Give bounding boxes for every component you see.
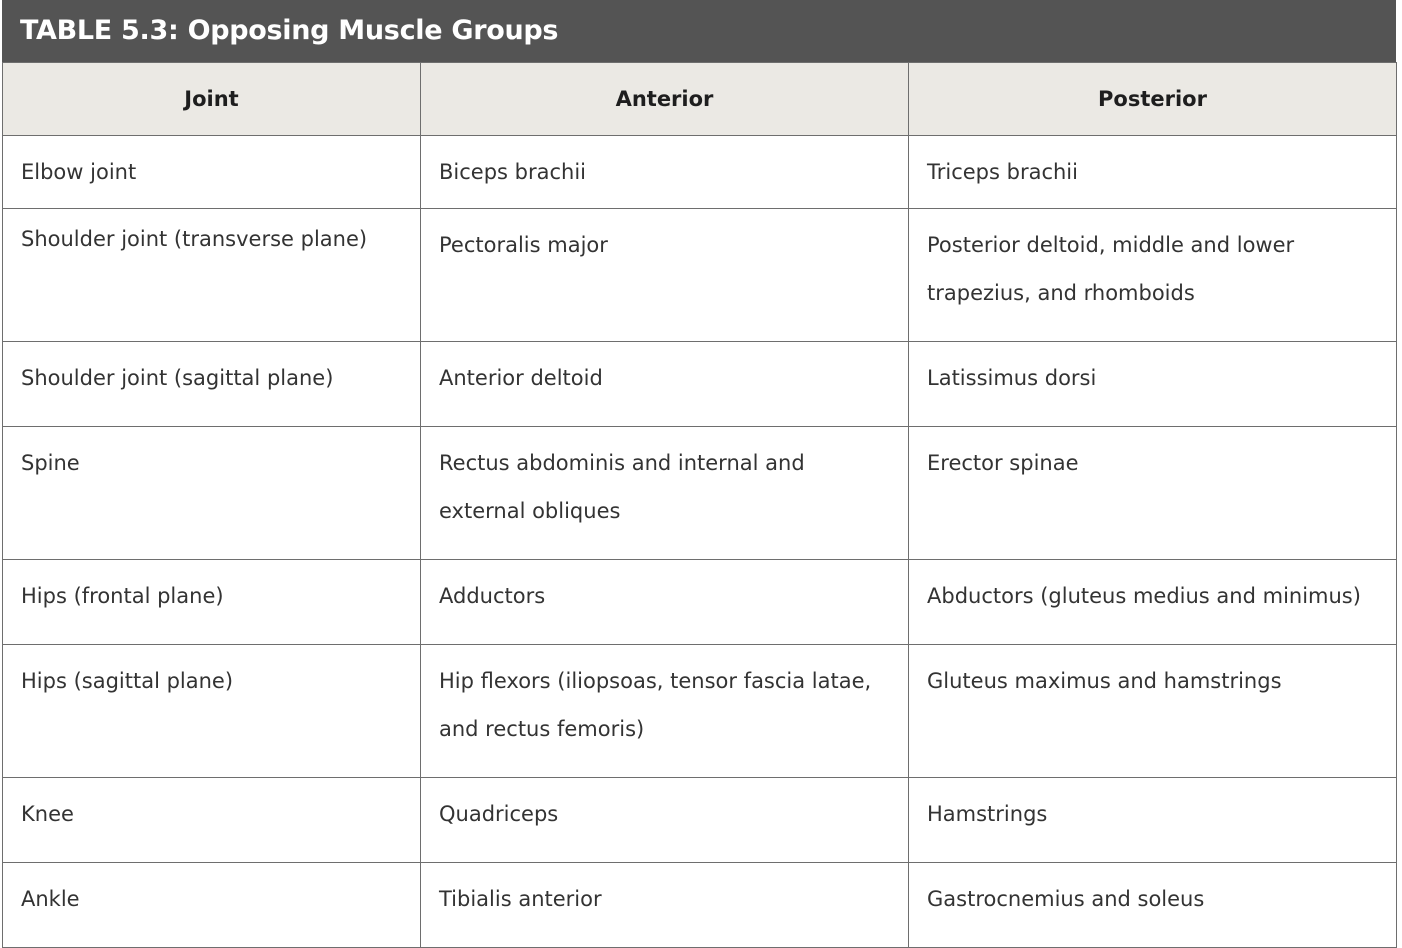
table-row [3,427,1397,560]
cell-anterior: Rectus abdominis and internal and external obliques [421,427,909,560]
table-row [3,136,1397,209]
header-posterior: Posterior [909,63,1397,136]
cell-anterior: Anterior deltoid [421,342,909,427]
cell-joint: Shoulder joint (transverse plane) [3,209,421,342]
muscle-groups-table [2,0,1396,948]
table-row [3,645,1397,778]
cell-posterior: Gastrocnemius and soleus [909,863,1397,948]
table-row [3,778,1397,863]
header-anterior: Anterior [421,63,909,136]
data-table [2,62,1397,948]
cell-joint: Spine [3,427,421,560]
table-row [3,342,1397,427]
cell-anterior: Hip flexors (iliopsoas, tensor fascia latae, and rectus femoris) [421,645,909,778]
cell-posterior: Erector spinae [909,427,1397,560]
table-row [3,863,1397,948]
cell-anterior: Biceps brachii [421,136,909,209]
cell-posterior: Gluteus maximus and hamstrings [909,645,1397,778]
table-caption: TABLE 5.3: Opposing Muscle Groups [2,0,1396,62]
table-row [3,560,1397,645]
cell-joint: Elbow joint [3,136,421,209]
cell-anterior: Tibialis anterior [421,863,909,948]
cell-anterior: Adductors [421,560,909,645]
cell-joint: Hips (sagittal plane) [3,645,421,778]
cell-anterior: Pectoralis major [421,209,909,342]
cell-joint: Shoulder joint (sagittal plane) [3,342,421,427]
table-row [3,209,1397,342]
header-joint: Joint [3,63,421,136]
cell-posterior: Triceps brachii [909,136,1397,209]
cell-anterior: Quadriceps [421,778,909,863]
cell-posterior: Abductors (gluteus medius and minimus) [909,560,1397,645]
cell-joint: Knee [3,778,421,863]
cell-posterior: Latissimus dorsi [909,342,1397,427]
cell-joint: Hips (frontal plane) [3,560,421,645]
header-row [3,63,1397,136]
cell-posterior: Hamstrings [909,778,1397,863]
cell-posterior: Posterior deltoid, middle and lower trapezius, and rhomboids [909,209,1397,342]
cell-joint: Ankle [3,863,421,948]
